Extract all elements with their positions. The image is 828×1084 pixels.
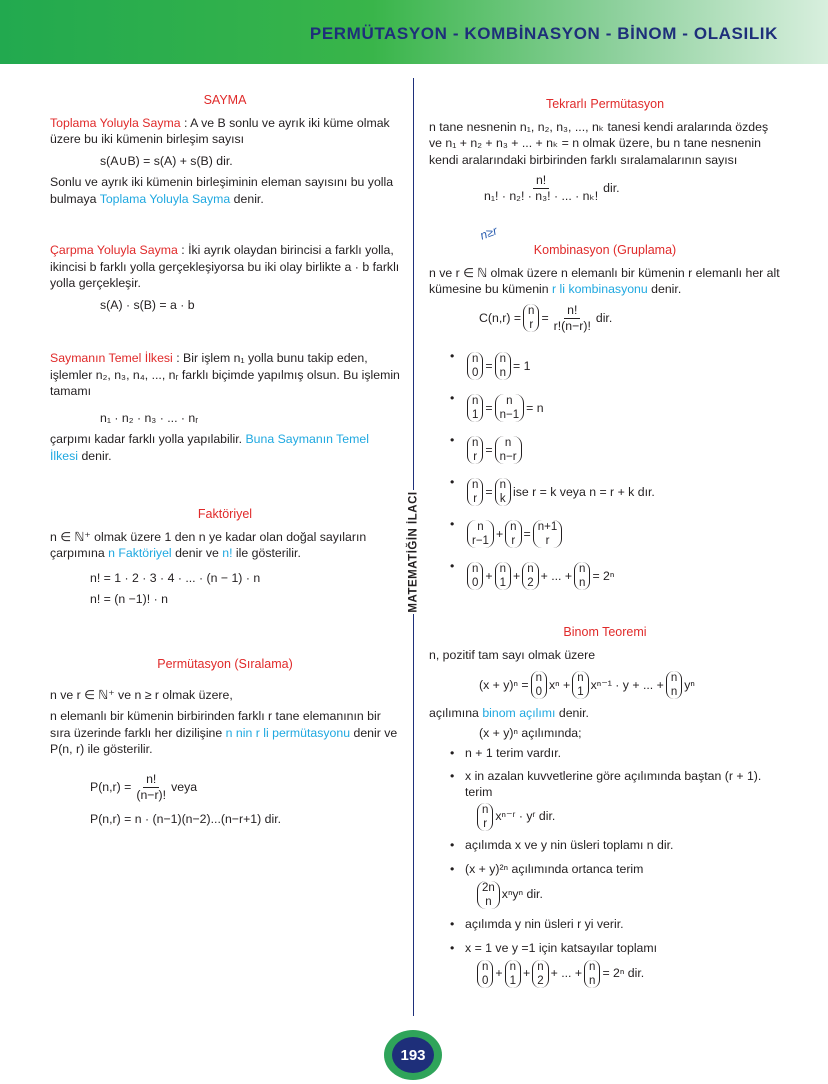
s: = xyxy=(485,358,493,373)
s: n xyxy=(589,960,596,973)
carpma-def-text: : İki ayrık olaydan birincisi a farklı yolla, ikincisi b farklı yolla gerçekleşiyorsa bu iki olay birlikte a · b farklı yolla gerçekleşir. xyxy=(50,243,400,290)
tekrarli-fraction xyxy=(481,173,601,204)
property-4 xyxy=(429,474,781,510)
s: n xyxy=(485,895,492,908)
s: r xyxy=(511,535,516,547)
link-n-faktoriyel: n Faktöriyel xyxy=(108,546,172,560)
property-1 xyxy=(429,348,781,384)
s: + xyxy=(495,966,503,981)
perm-text2: denir ve P(n, r) ile gösterilir. xyxy=(50,725,398,756)
temel-text1: çarpımı kadar farklı yolla yapılabilir. xyxy=(50,432,246,446)
s: 1 xyxy=(577,686,584,698)
s: 1 xyxy=(499,577,506,589)
carpma-definition xyxy=(50,242,400,292)
temel-definition xyxy=(50,350,400,400)
perm-f2: P(n,r) = n · (n−1)(n−2)...(n−r+1) xyxy=(90,811,262,826)
s: n xyxy=(482,803,489,816)
s: 0 xyxy=(482,974,489,987)
s: 0 xyxy=(472,367,479,379)
perm-dir: dir. xyxy=(261,811,282,826)
link-n-factorial: n! xyxy=(222,546,233,560)
formula-carpma: s(A) · s(B) = a · b xyxy=(100,297,195,312)
s: n xyxy=(579,577,586,589)
s: 1 xyxy=(472,409,479,421)
page-number-badge xyxy=(384,1030,442,1080)
term-toplama: Toplama Yoluyla Sayma xyxy=(50,115,181,130)
section-title-tekrarli: Tekrarlı Permütasyon xyxy=(545,97,665,111)
s: xⁿ⁻¹ · y + ... + xyxy=(590,677,664,692)
s: = xyxy=(485,484,493,499)
fakt-text2: denir ve xyxy=(171,546,223,560)
s: = xyxy=(485,442,493,457)
s: n xyxy=(527,563,534,575)
s: n xyxy=(499,367,506,379)
s: n xyxy=(482,960,489,973)
s: n xyxy=(510,521,517,533)
s: + xyxy=(485,568,493,583)
formula-temel: n₁ · n₂ · n₃ · ... · nᵣ xyxy=(100,410,199,425)
formula-faktoriyel-2: n! = (n −1)! · n xyxy=(90,592,168,606)
s: xⁿ + xyxy=(549,677,571,692)
perm-fraction xyxy=(133,772,169,803)
s: n xyxy=(579,563,586,575)
komb-text1: n ve r ∈ ℕ olmak üzere n elemanlı bir kümenin r elemanlı her alt kümesine bu kümenin xyxy=(429,265,780,296)
property-6 xyxy=(429,558,781,594)
property-2 xyxy=(429,390,781,426)
komb-text2: denir. xyxy=(647,282,682,296)
section-tekrarli xyxy=(429,96,781,209)
tekrarli-den: n₁! · n₂! · n₃! · ... · nₖ! xyxy=(484,189,599,203)
term-temel: Saymanın Temel İlkesi xyxy=(50,351,173,365)
s: 2 xyxy=(527,577,534,589)
s: xⁿ⁻ʳ · yʳ dir. xyxy=(495,809,556,824)
handwritten-annotation: n≥r xyxy=(478,223,500,243)
s: 0 xyxy=(535,686,542,698)
s: + xyxy=(513,568,521,583)
s: = xyxy=(523,526,531,541)
binom-bullet-3: • açılımda x ve y nin üsleri toplamı n dir. xyxy=(429,837,781,854)
side-label-text: MATEMATİĞİN İLACI xyxy=(408,491,420,613)
formula-binom xyxy=(429,671,781,699)
s: + xyxy=(523,966,531,981)
temel-def-text: : Bir işlem n₁ yolla bunu takip eden, işlemler n₂, n₃, n₄, ..., nᵣ farklı biçimde yapılmış olsun. Bu işlemin tamamı xyxy=(50,351,400,398)
page-number: 193 xyxy=(392,1037,434,1073)
s: r xyxy=(473,493,478,505)
formula-kombinasyon xyxy=(429,303,781,334)
s: = n xyxy=(526,400,544,415)
s: = 2ⁿ dir. xyxy=(602,966,645,981)
s: • n xyxy=(472,353,479,365)
s: • n xyxy=(472,395,479,407)
s: + ... + xyxy=(540,568,573,583)
s: • n xyxy=(472,437,479,449)
s: r xyxy=(545,535,550,547)
s: n xyxy=(535,672,542,684)
binom-subtitle: (x + y)ⁿ açılımında; xyxy=(479,725,582,740)
s: 1 xyxy=(509,974,516,987)
s: 2n xyxy=(482,881,495,894)
formula-faktoriyel-1: n! = 1 · 2 · 3 · 4 · ... · (n − 1) · n xyxy=(90,570,261,585)
s: + xyxy=(495,526,504,541)
section-title-permutasyon: Permütasyon (Sıralama) xyxy=(157,657,293,671)
sayma-text1: Sonlu ve ayrık iki kümenin birleşiminin eleman sayısını bu yolla bulmaya xyxy=(50,175,394,206)
formula-permutasyon-1 xyxy=(50,772,400,803)
section-title-faktoriyel: Faktöriyel xyxy=(197,507,253,521)
s: 2 xyxy=(537,974,544,987)
sayma-conclusion xyxy=(50,174,400,207)
s: n xyxy=(589,974,596,987)
section-title-binom: Binom Teoremi xyxy=(563,625,647,639)
binom-bullet-4 xyxy=(429,861,781,912)
section-kombinasyon xyxy=(429,242,781,339)
section-faktoriyel xyxy=(50,506,400,613)
section-temel-ilke xyxy=(50,350,400,464)
sayma-def-text: : A ve B sonlu ve ayrık iki küme olmak üzere bu iki kümenin birleşim sayısı xyxy=(50,115,390,146)
s: 0 xyxy=(472,577,479,589)
s: n xyxy=(499,353,506,365)
section-permutasyon xyxy=(50,656,400,832)
s: n xyxy=(499,563,506,575)
s: n xyxy=(506,395,513,407)
temel-text2: denir. xyxy=(78,448,112,463)
link-kombinasyon: r li kombinasyonu xyxy=(552,282,648,296)
section-title-sayma: SAYMA xyxy=(203,93,247,107)
komb-dir: dir. xyxy=(595,310,613,325)
fakt-text3: ile gösterilir. xyxy=(232,546,301,560)
s: + ... + xyxy=(550,966,583,981)
s: = 1 xyxy=(513,358,531,373)
section-title-kombinasyon: Kombinasyon (Gruplama) xyxy=(533,243,677,257)
faktoriyel-definition xyxy=(50,529,400,562)
s: r−1 xyxy=(472,535,489,547)
s: denir. xyxy=(555,706,589,720)
s: n xyxy=(577,672,584,684)
s: • n xyxy=(472,479,479,491)
tekrarli-num: n! xyxy=(533,173,549,189)
komb-fraction xyxy=(551,303,594,334)
s: x = 1 ve y =1 için katsayılar toplamı xyxy=(465,941,658,955)
br: r xyxy=(529,319,534,331)
binom-n-r xyxy=(523,304,539,332)
s: = 2ⁿ xyxy=(592,568,615,583)
link-permutasyon: n nin r li permütasyonu xyxy=(225,725,351,740)
komb-num: n! xyxy=(564,303,580,319)
s: (x + y)²ⁿ açılımında ortanca terim xyxy=(465,862,644,876)
binom-intro: n, pozitif tam sayı olmak üzere xyxy=(429,647,596,662)
s: k xyxy=(499,493,506,505)
s: n xyxy=(509,960,516,973)
side-label xyxy=(403,490,425,614)
perm-text1: n elemanlı bir kümenin birbirinden farklı r tane elemanının bir sıra üzerinde farklı her dizilişine xyxy=(50,709,381,740)
header-banner xyxy=(0,0,828,64)
perm-den: (n−r)! xyxy=(136,787,167,802)
binom-definition xyxy=(429,705,781,722)
kombinasyon-properties xyxy=(429,348,781,600)
s: r xyxy=(473,451,478,463)
binom-bullet-6 xyxy=(429,940,781,991)
s: n xyxy=(499,479,506,491)
section-binom xyxy=(429,624,781,997)
bn: n xyxy=(528,305,535,317)
s: • n xyxy=(477,521,484,533)
binom-bullet-2 xyxy=(429,768,781,833)
s: n xyxy=(670,672,678,684)
link-temel: Buna Saymanın Temel İlkesi xyxy=(50,432,369,463)
s: r xyxy=(483,817,488,830)
s: n−1 xyxy=(499,409,520,421)
s: n xyxy=(504,437,512,449)
perm-lhs: P(n,r) = xyxy=(90,779,132,794)
formula-toplama: s(A∪B) = s(A) + s(B) dir. xyxy=(100,153,233,168)
s: n xyxy=(537,960,544,973)
binom-properties xyxy=(429,745,781,991)
perm-num: n! xyxy=(143,772,159,788)
s: xⁿyⁿ dir. xyxy=(501,887,543,902)
s: ise r = k veya n = r + k dır. xyxy=(513,484,655,499)
binom-bullet-5: • açılımda y nin üsleri r yi verir. xyxy=(429,916,781,933)
komb-den: r!(n−r)! xyxy=(553,318,591,333)
link-toplama: Toplama Yoluyla Sayma xyxy=(99,191,231,206)
s: n+1 xyxy=(537,521,558,533)
binom-bullet-1: • n + 1 terim vardır. xyxy=(429,745,781,762)
fakt-text1: n ∈ ℕ⁺ olmak üzere 1 den n ye kadar olan doğal sayıların çarpımına xyxy=(50,529,367,560)
s: = xyxy=(485,400,493,415)
formula-permutasyon-2 xyxy=(50,811,400,828)
perm-definition xyxy=(50,708,400,758)
tekrarli-dir: dir. xyxy=(603,181,620,196)
property-3 xyxy=(429,432,781,468)
tekrarli-definition: n tane nesnenin n₁, n₂, n₃, ..., nₖ tanesi kendi aralarında özdeş ve n₁ + n₂ + n₃ + ... + nₖ = n olmak üzere, bu n tane nesnenin kendi aralarındaki birbirinden farklı sıralamalarının sayısı xyxy=(429,119,769,167)
formula-tekrarli xyxy=(429,173,781,204)
section-sayma xyxy=(50,92,400,207)
header-title: PERMÜTASYON - KOMBİNASYON - BİNOM - OLASILIK xyxy=(309,24,778,43)
sayma-definition xyxy=(50,115,400,148)
s: • n xyxy=(472,563,479,575)
section-carpma xyxy=(50,242,400,318)
s: açılımına xyxy=(429,706,483,720)
sayma-text2: denir. xyxy=(230,191,264,206)
s: (x + y)ⁿ = xyxy=(479,677,529,692)
link-binom-acilimi: binom açılımı xyxy=(482,706,556,720)
term-carpma: Çarpma Yoluyla Sayma xyxy=(50,243,178,257)
temel-conclusion xyxy=(50,431,400,464)
komb-eq: = xyxy=(541,310,549,325)
s: n xyxy=(670,686,678,698)
property-5 xyxy=(429,516,781,552)
komb-definition xyxy=(429,265,781,298)
s: x in azalan kuvvetlerine göre açılımında baştan (r + 1). terim xyxy=(465,768,762,799)
s: n−r xyxy=(499,451,517,463)
perm-condition: n ve r ∈ ℕ⁺ ve n ≥ r olmak üzere, xyxy=(50,687,233,702)
perm-veya: veya xyxy=(171,779,198,794)
komb-lhs: C(n,r) = xyxy=(479,310,522,325)
s: yⁿ xyxy=(684,677,695,692)
